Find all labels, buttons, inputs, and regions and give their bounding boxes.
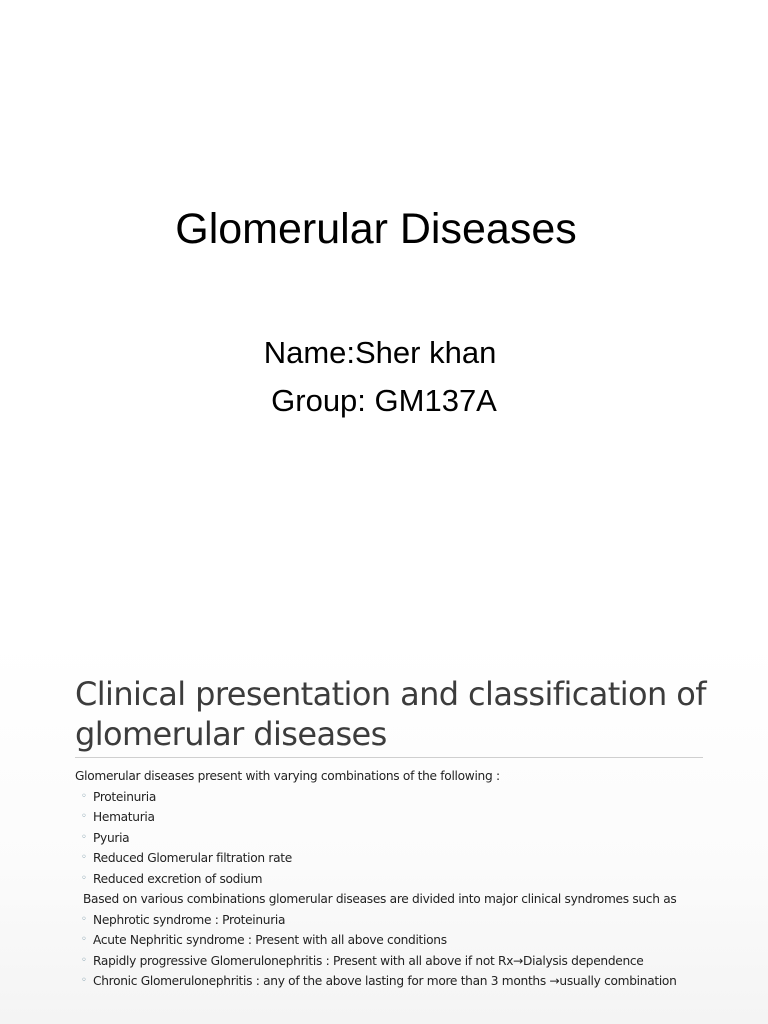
list-item: ◦ Reduced excretion of sodium bbox=[75, 869, 735, 890]
bullet-icon: ◦ bbox=[81, 790, 87, 802]
list-item: ◦ Pyuria bbox=[75, 828, 735, 849]
list-item: ◦ Chronic Glomerulonephritis : any of the above lasting for more than 3 months →usually combination bbox=[75, 971, 735, 992]
list-item: ◦ Hematuria bbox=[75, 807, 735, 828]
bullet-icon: ◦ bbox=[81, 913, 87, 925]
list-item: ◦ Proteinuria bbox=[75, 787, 735, 808]
list-item: ◦ Reduced Glomerular filtration rate bbox=[75, 848, 735, 869]
bullet-icon: ◦ bbox=[81, 954, 87, 966]
title-line-1: Clinical presentation and classification of bbox=[75, 675, 706, 713]
title-line-2: glomerular diseases bbox=[75, 715, 387, 753]
bullet-icon: ◦ bbox=[81, 831, 87, 843]
bullet-icon: ◦ bbox=[81, 975, 87, 986]
title-divider bbox=[75, 757, 703, 758]
bullet-icon: ◦ bbox=[81, 852, 87, 863]
bullet-icon: ◦ bbox=[81, 934, 87, 945]
list-item: ◦ Acute Nephritic syndrome : Present with all above conditions bbox=[75, 930, 735, 951]
list-item: ◦ Nephrotic syndrome : Proteinuria bbox=[75, 910, 735, 931]
slide-title: Glomerular Diseases bbox=[175, 205, 577, 253]
author-name: Name:Sher khan bbox=[263, 335, 497, 370]
bullet-icon: ◦ bbox=[81, 811, 87, 822]
bullet-icon: ◦ bbox=[81, 872, 87, 884]
intro-text: Glomerular diseases present with varying combinations of the following : bbox=[75, 769, 500, 783]
syndromes-intro: Based on various combinations glomerular diseases are divided into major clinical syndromes such as bbox=[83, 892, 677, 906]
content-body bbox=[75, 766, 735, 992]
content-slide bbox=[0, 640, 768, 1024]
list-item: ◦ Rapidly progressive Glomerulonephritis : Present with all above if not Rx→Dialysis dependence bbox=[75, 951, 735, 972]
group-label: Group: GM137A bbox=[271, 383, 497, 418]
content-slide-title bbox=[75, 674, 735, 754]
